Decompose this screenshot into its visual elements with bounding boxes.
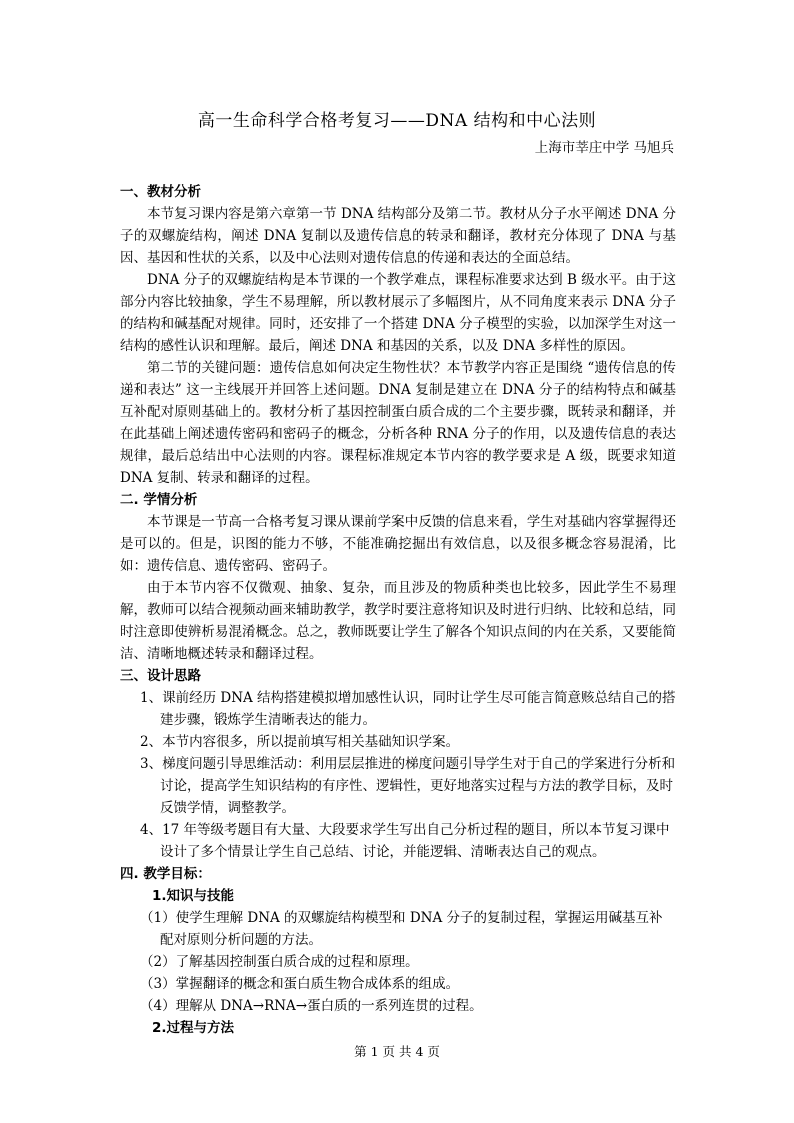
paragraph: 由于本节内容不仅微观、抽象、复杂，而且涉及的物质种类也比较多，因此学生不易理解，教师可以结合视频动画来辅助教学，教学时要注意将知识及时进行归纳、比较和总结，同时注意即使辨析易混淆概念。总之，教师既要让学生了解各个知识点间的内在关系，又要能简洁、清晰地概述转录和翻译过程。	[120, 580, 676, 662]
section-heading-student-analysis: 二. 学情分析	[120, 492, 198, 508]
document-title: 高一生命科学合格考复习——DNA 结构和中心法则	[197, 111, 597, 131]
section-heading-design-ideas: 三、设计思路	[120, 668, 201, 684]
subheading-process-methods: 2.过程与方法	[152, 1020, 235, 1036]
list-item: 1、课前经历 DNA 结构搭建模拟增加感性认识，同时让学生尽可能言简意赅总结自己的搭建步骤，锻炼学生清晰表达的能力。	[140, 690, 676, 728]
goal-item: （4）理解从 DNA→RNA→蛋白质的一系列连贯的过程。	[140, 998, 483, 1014]
section-heading-textbook-analysis: 一、教材分析	[120, 184, 201, 200]
page-number: 第 1 页 共 4 页	[354, 1044, 440, 1059]
paragraph: 本节复习课内容是第六章第一节 DNA 结构部分及第二节。教材从分子水平阐述 DNA 分子的双螺旋结构，阐述 DNA 复制以及遗传信息的转录和翻译，教材充分体现了 DNA 与基因、基因和性状的关系，以及中心法则对遗传信息的传递和表达的全面总结。	[120, 206, 676, 266]
goal-item: （3）掌握翻译的概念和蛋白质生物合成体系的组成。	[140, 976, 460, 992]
list-item: 3、梯度问题引导思维活动：利用层层推进的梯度问题引导学生对于自己的学案进行分析和讨论，提高学生知识结构的有序性、逻辑性，更好地落实过程与方法的教学目标，及时反馈学情，调整教学。	[140, 756, 676, 816]
section-heading-teaching-goals: 四. 教学目标：	[120, 866, 211, 882]
author-line: 上海市莘庄中学 马旭兵	[534, 140, 674, 156]
list-item: 2、本节内容很多，所以提前填写相关基础知识学案。	[140, 734, 460, 750]
list-item: 4、17 年等级考题目有大量、大段要求学生写出自己分析过程的题目，所以本节复习课中设计了多个情景让学生自己总结、讨论，并能逻辑、清晰表达自己的观点。	[140, 822, 670, 860]
paragraph: DNA 分子的双螺旋结构是本节课的一个教学难点，课程标准要求达到 B 级水平。由于这部分内容比较抽象，学生不易理解，所以教材展示了多幅图片，从不同角度来表示 DNA 分子的结构和碱基配对规律。同时，还安排了一个搭建 DNA 分子模型的实验，以加深学生对这一结构的感性认识和理解。最后，阐述 DNA 和基因的关系，以及 DNA 多样性的原因。	[120, 272, 676, 354]
goal-item: （2）了解基因控制蛋白质合成的过程和原理。	[140, 954, 419, 970]
paragraph: 本节课是一节高一合格考复习课从课前学案中反馈的信息来看，学生对基础内容掌握得还是可以的。但是，识图的能力不够，不能准确挖掘出有效信息，以及很多概念容易混淆，比如：遗传信息、遗传密码、密码子。	[120, 514, 676, 574]
document-body	[120, 181, 676, 1039]
subheading-knowledge-skills: 1.知识与技能	[152, 888, 235, 904]
paragraph: 第二节的关键问题：遗传信息如何决定生物性状？本节教学内容正是围绕 “遗传信息的传递和表达” 这一主线展开并回答上述问题。DNA 复制是建立在 DNA 分子的结构特点和碱基互补配对原则基础上的。教材分析了基因控制蛋白质合成的二个主要步骤，既转录和翻译，并在此基础上阐述遗传密码和密码子的概念，分析各种 RNA 分子的作用，以及遗传信息的表达规律，最后总结出中心法则的内容。课程标准规定本节内容的教学要求是 A 级，既要求知道 DNA 复制、转录和翻译的过程。	[120, 360, 676, 486]
goal-item: （1）使学生理解 DNA 的双螺旋结构模型和 DNA 分子的复制过程，掌握运用碱基互补配对原则分析问题的方法。	[140, 910, 663, 948]
